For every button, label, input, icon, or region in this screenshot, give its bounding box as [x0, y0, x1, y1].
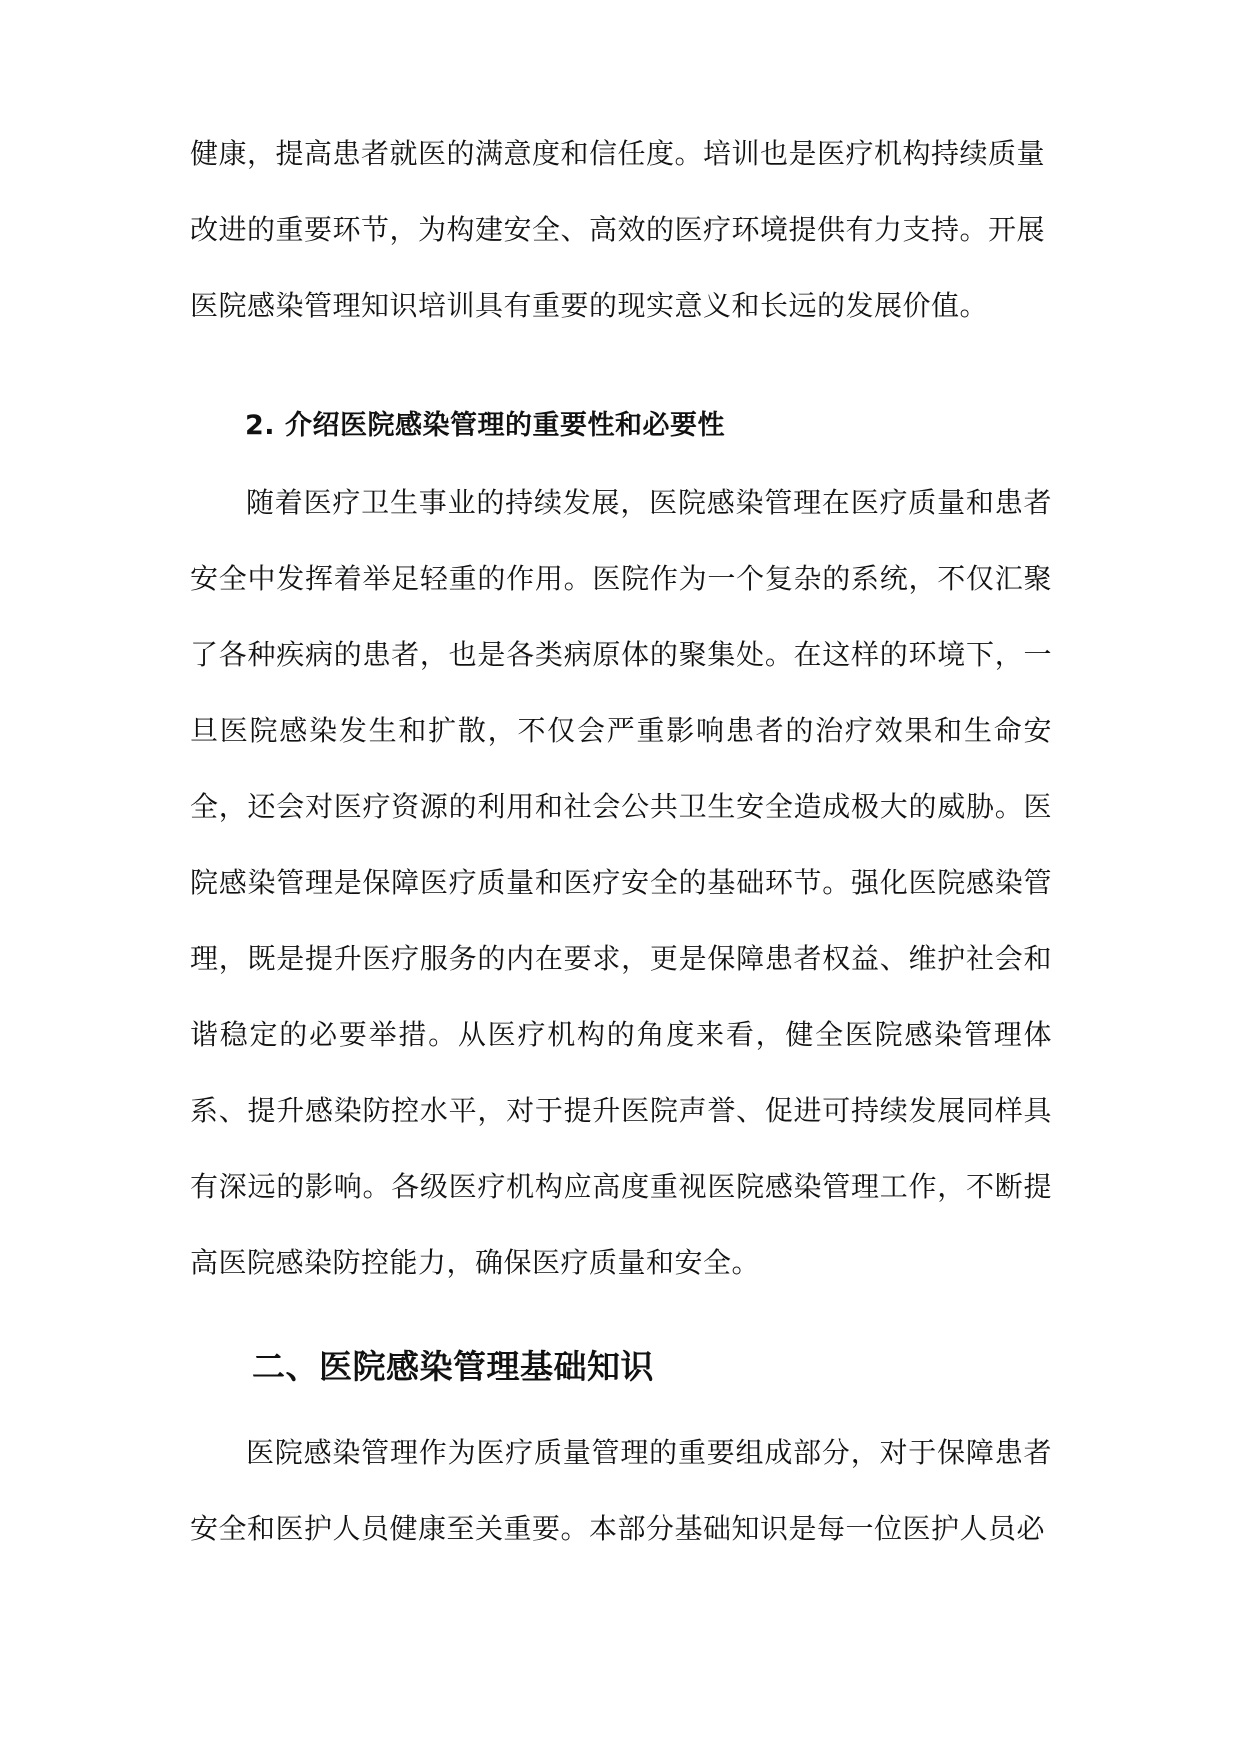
- body-text: 随着医疗卫生事业的持续发展，医院感染管理在医疗质量和患者安全中发挥着举足轻重的作用。医院作为一个复杂的系统，不仅汇聚了各种疾病的患者，也是各类病原体的聚集处。在这样的环境下，一旦医院感染发生和扩散，不仅会严重影响患者的治疗效果和生命安全，还会对医疗资源的利用和社会公共卫生安全造成极大的威胁。医院感染管理是保障医疗质量和医疗安全的基础环节。强化医院感染管理，既是提升医疗服务的内在要求，更是保障患者权益、维护社会和谐稳定的必要举措。从医疗机构的角度来看，健全医院感染管理体系、提升感染防控水平，对于提升医院声誉、促进可持续发展同样具有深远的影响。各级医疗机构应高度重视医院感染管理工作，不断提高医院感染防控能力，确保医疗质量和安全。: [190, 486, 1052, 1279]
- section-paragraph: [190, 465, 1052, 1301]
- text-line: 医院感染管理知识培训具有重要的现实意义和长远的发展价值。: [190, 289, 989, 322]
- body-text: 医院感染管理作为医疗质量管理的重要组成部分，对于保障患者安全和医护人员健康至关重要。本部分基础知识是每一位医护人员必: [190, 1436, 1052, 1545]
- text-line: 改进的重要环节，为构建安全、高效的医疗环境提供有力支持。开展: [190, 213, 1046, 246]
- chapter-paragraph: [190, 1415, 1052, 1567]
- text-line: 健康，提高患者就医的满意度和信任度。培训也是医疗机构持续质量: [190, 137, 1046, 170]
- section-heading: 2. 介绍医院感染管理的重要性和必要性: [245, 410, 725, 441]
- intro-paragraph: [190, 116, 1052, 344]
- chapter-heading: 二、医院感染管理基础知识: [252, 1347, 654, 1386]
